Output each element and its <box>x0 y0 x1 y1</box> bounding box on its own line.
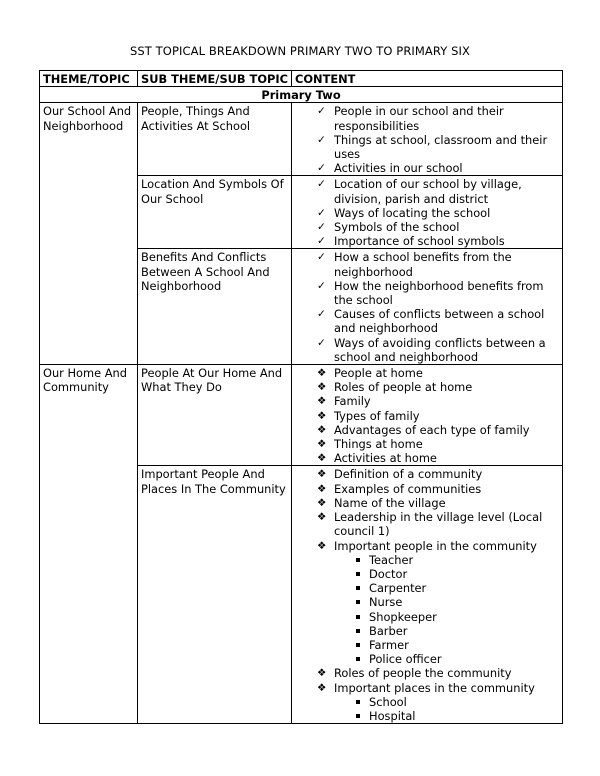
list-item: ✓ Location of our school by village, division, parish and district <box>317 177 522 206</box>
sub-theme-cell: People At Our Home And What They Do <box>138 365 292 466</box>
table-row <box>40 365 563 466</box>
header-row <box>40 71 563 87</box>
diamond-bullet-icon: ❖ <box>317 409 327 422</box>
sub-list-item: Doctor <box>334 567 559 581</box>
header-theme: THEME/TOPIC <box>40 71 138 87</box>
list-item: ✓ Ways of locating the school <box>317 205 491 220</box>
list-item: ✓ Ways of avoiding conflicts between a school and neighborhood <box>317 335 546 364</box>
sub-list-item: Teacher <box>334 553 559 567</box>
sub-theme-cell: Location And Symbols Of Our School <box>138 176 292 249</box>
diamond-bullet-icon: ❖ <box>317 438 327 451</box>
list-item: ✓ How a school benefits from the neighborhood <box>317 250 512 279</box>
list-item: ❖ Types of family <box>317 408 420 423</box>
list-item: ❖ Things at home <box>317 437 423 452</box>
square-bullet-icon <box>356 558 360 562</box>
square-bullet-icon <box>356 572 360 576</box>
list-item: ✓ Symbols of the school <box>317 220 460 235</box>
list-item: ✓ Activities in our school <box>317 161 463 176</box>
check-icon: ✓ <box>317 178 326 191</box>
sub-list-item: School <box>334 695 559 709</box>
section-title: Primary Two <box>40 87 563 103</box>
diamond-bullet-icon: ❖ <box>317 381 327 394</box>
sub-list-item: Shopkeeper <box>334 610 559 624</box>
theme-cell: Our Home And Community <box>40 365 138 724</box>
list-item: ❖ Activities at home <box>317 451 437 466</box>
list-item: ❖ Roles of people the community <box>317 666 512 681</box>
check-icon: ✓ <box>317 206 326 219</box>
list-item: ✓ People in our school and their responsibilities <box>317 104 504 133</box>
list-item: ❖ Examples of communities <box>317 481 482 496</box>
diamond-bullet-icon: ❖ <box>317 423 327 436</box>
square-bullet-icon <box>356 643 360 647</box>
sub-list-item: Farmer <box>334 638 559 652</box>
section-row <box>40 87 563 103</box>
check-icon: ✓ <box>317 162 326 175</box>
square-bullet-icon <box>356 714 360 718</box>
check-icon: ✓ <box>317 251 326 264</box>
check-icon: ✓ <box>317 105 326 118</box>
list-item: ✓ How the neighborhood benefits from the school <box>317 278 544 308</box>
content-cell <box>292 176 563 249</box>
list-item: ❖ Advantages of each type of family <box>317 422 530 437</box>
header-sub-theme: SUB THEME/SUB TOPIC <box>138 71 292 87</box>
list-item: ❖ Important places in the community School Hospital <box>295 681 559 724</box>
list-item: ❖ Important people in the community Teacher Doctor Carpenter Nurse Shopkeeper Barber Farmer Police officer <box>295 539 559 667</box>
list-item: ❖ Definition of a community <box>317 467 483 482</box>
check-icon: ✓ <box>317 336 326 349</box>
square-bullet-icon <box>356 657 360 661</box>
check-icon: ✓ <box>317 235 326 248</box>
check-icon: ✓ <box>317 133 326 146</box>
diamond-bullet-icon: ❖ <box>317 496 327 509</box>
list-item: ✓ Things at school, classroom and their uses <box>317 132 548 162</box>
diamond-bullet-icon: ❖ <box>317 681 327 694</box>
sub-list-item: Hospital <box>334 709 559 723</box>
square-bullet-icon <box>356 586 360 590</box>
diamond-bullet-icon: ❖ <box>317 539 327 552</box>
diamond-bullet-icon: ❖ <box>317 395 327 408</box>
diamond-bullet-icon: ❖ <box>317 468 327 481</box>
sub-list-item: Police officer <box>334 652 559 666</box>
header-content: CONTENT <box>292 71 563 87</box>
list-item: ❖ Family <box>317 394 371 409</box>
sub-list-item: Barber <box>334 624 559 638</box>
diamond-bullet-icon: ❖ <box>317 667 327 680</box>
topic-table <box>39 70 563 724</box>
content-cell <box>292 249 563 365</box>
list-item: ❖ Roles of people at home <box>317 380 473 395</box>
diamond-bullet-icon: ❖ <box>317 511 327 524</box>
list-item: ✓ Importance of school symbols <box>317 234 505 249</box>
document-title: SST TOPICAL BREAKDOWN PRIMARY TWO TO PRIMARY SIX <box>129 44 471 58</box>
sub-theme-cell: Benefits And Conflicts Between A School And Neighborhood <box>138 249 292 365</box>
sub-list-item: Nurse <box>334 595 559 609</box>
square-bullet-icon <box>356 629 360 633</box>
diamond-bullet-icon: ❖ <box>317 482 327 495</box>
list-item: ❖ Name of the village <box>317 495 446 510</box>
sub-theme-cell: Important People And Places In The Community <box>138 466 292 724</box>
diamond-bullet-icon: ❖ <box>317 367 327 380</box>
check-icon: ✓ <box>317 308 326 321</box>
check-icon: ✓ <box>317 221 326 234</box>
list-item: ❖ People at home <box>317 366 423 381</box>
theme-cell: Our School And Neighborhood <box>40 103 138 365</box>
diamond-bullet-icon: ❖ <box>317 452 327 465</box>
sub-theme-cell: People, Things And Activities At School <box>138 103 292 176</box>
check-icon: ✓ <box>317 279 326 292</box>
list-item: ✓ Causes of conflicts between a school and neighborhood <box>317 307 545 336</box>
square-bullet-icon <box>356 700 360 704</box>
sub-list-item: Carpenter <box>334 581 559 595</box>
list-item: ❖ Leadership in the village level (Local council 1) <box>317 510 543 539</box>
square-bullet-icon <box>356 615 360 619</box>
content-cell <box>292 103 563 176</box>
square-bullet-icon <box>356 600 360 604</box>
content-cell <box>292 365 563 466</box>
content-cell <box>292 466 563 724</box>
table-row <box>40 103 563 176</box>
